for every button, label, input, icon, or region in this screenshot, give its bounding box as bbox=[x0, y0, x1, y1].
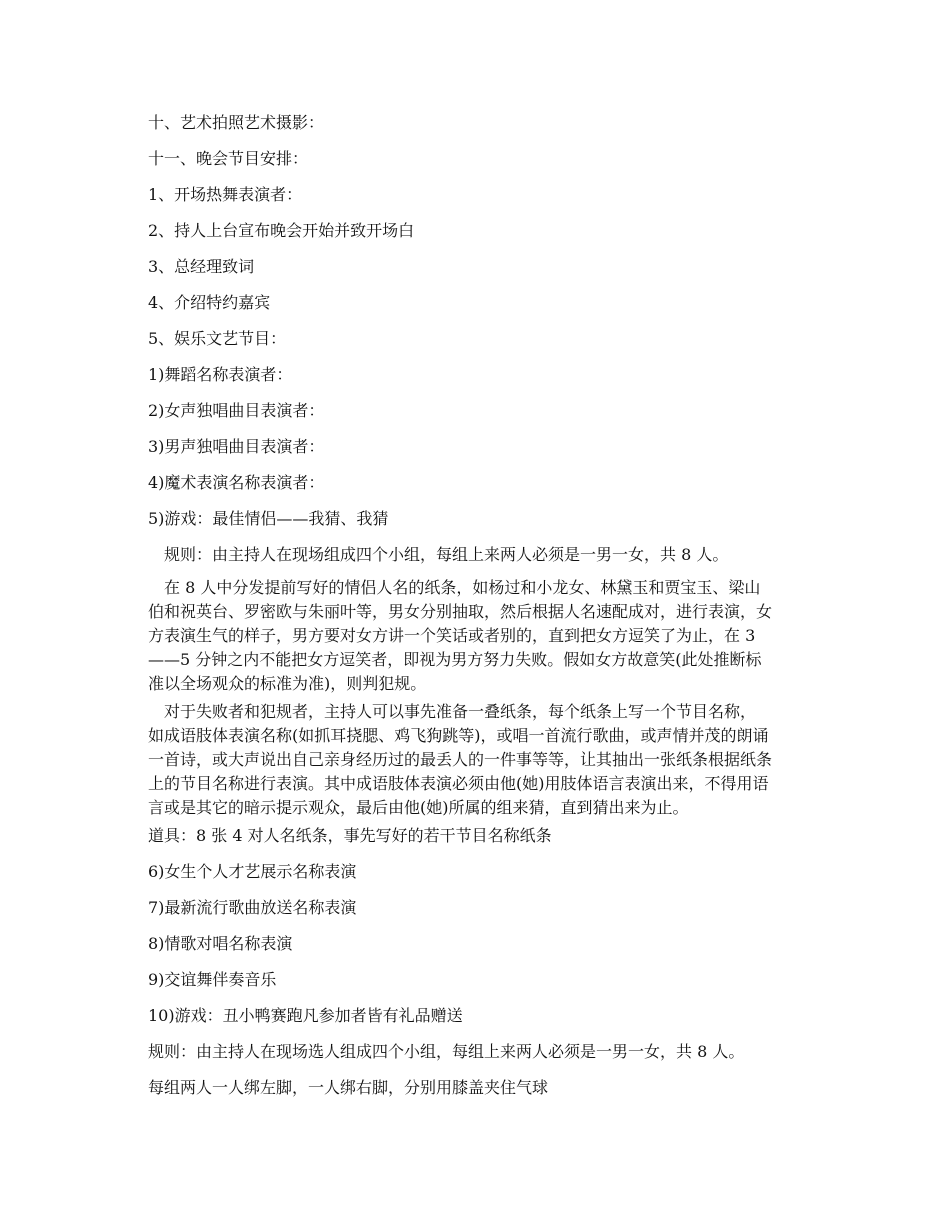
section-heading-program-schedule: 十一、晚会节目安排： bbox=[148, 149, 309, 168]
paragraph-line: 在 8 人中分发提前写好的情侣人名的纸条，如杨过和小龙女、林黛玉和贾宝玉、梁山 bbox=[148, 578, 761, 597]
sub-list-item: 6)女生个人才艺展示名称表演 bbox=[148, 862, 357, 881]
sub-list-item: 8)情歌对唱名称表演 bbox=[148, 934, 293, 953]
paragraph-line: 方表演生气的样子，男方要对女方讲一个笑话或者别的，直到把女方逗笑了为止，在 3 bbox=[148, 626, 756, 645]
sub-list-item: 5)游戏：最佳情侣——我猜、我猜 bbox=[148, 509, 389, 528]
sub-list-item: 10)游戏：丑小鸭赛跑凡参加者皆有礼品赠送 bbox=[148, 1006, 463, 1025]
paragraph-line: 准以全场观众的标准为准)，则判犯规。 bbox=[148, 674, 427, 693]
rules-line: 规则：由主持人在现场组成四个小组，每组上来两人必须是一男一女，共 8 人。 bbox=[148, 545, 729, 564]
list-item: 3、总经理致词 bbox=[148, 257, 255, 276]
paragraph-line: ——5 分钟之内不能把女方逗笑者，即视为男方努力失败。假如女方故意笑(此处推断标 bbox=[148, 650, 762, 669]
paragraph-line: 言或是其它的暗示提示观众，最后由他(她)所属的组来猜，直到猜出来为止。 bbox=[148, 798, 689, 817]
sub-list-item: 9)交谊舞伴奏音乐 bbox=[148, 970, 277, 989]
paragraph-line: 如成语肢体表演名称(如抓耳挠腮、鸡飞狗跳等)，或唱一首流行歌曲，或声情并茂的朗诵 bbox=[148, 726, 769, 745]
sub-list-item: 4)魔术表演名称表演者： bbox=[148, 473, 325, 492]
paragraph-line: 一首诗，或大声说出自己亲身经历过的最丢人的一件事等等，让其抽出一张纸条根据纸条 bbox=[148, 750, 773, 769]
sub-list-item: 2)女声独唱曲目表演者： bbox=[148, 401, 325, 420]
paragraph-line: 伯和祝英台、罗密欧与朱丽叶等，男女分别抽取，然后根据人名速配成对，进行表演，女 bbox=[148, 602, 773, 621]
props-line: 道具：8 张 4 对人名纸条，事先写好的若干节目名称纸条 bbox=[148, 826, 552, 845]
paragraph-game-description bbox=[148, 576, 828, 696]
paragraph-penalty-description bbox=[148, 700, 828, 820]
instruction-line: 每组两人一人绑左脚，一人绑右脚，分别用膝盖夹住气球 bbox=[148, 1078, 549, 1097]
paragraph-line: 上的节目名称进行表演。其中成语肢体表演必须由他(她)用肢体语言表演出来，不得用语 bbox=[148, 774, 769, 793]
list-item: 4、介绍特约嘉宾 bbox=[148, 293, 271, 312]
paragraph-line: 对于失败者和犯规者，主持人可以事先准备一叠纸条，每个纸条上写一个节目名称， bbox=[148, 702, 757, 721]
list-item: 5、娱乐文艺节目： bbox=[148, 329, 287, 348]
list-item: 1、开场热舞表演者： bbox=[148, 185, 303, 204]
rules-line: 规则：由主持人在现场选人组成四个小组，每组上来两人必须是一男一女，共 8 人。 bbox=[148, 1042, 745, 1061]
section-heading-art-photography: 十、艺术拍照艺术摄影： bbox=[148, 113, 325, 132]
sub-list-item: 3)男声独唱曲目表演者： bbox=[148, 437, 325, 456]
sub-list-item: 7)最新流行歌曲放送名称表演 bbox=[148, 898, 357, 917]
sub-list-item: 1)舞蹈名称表演者： bbox=[148, 365, 293, 384]
list-item: 2、持人上台宣布晚会开始并致开场白 bbox=[148, 221, 415, 240]
